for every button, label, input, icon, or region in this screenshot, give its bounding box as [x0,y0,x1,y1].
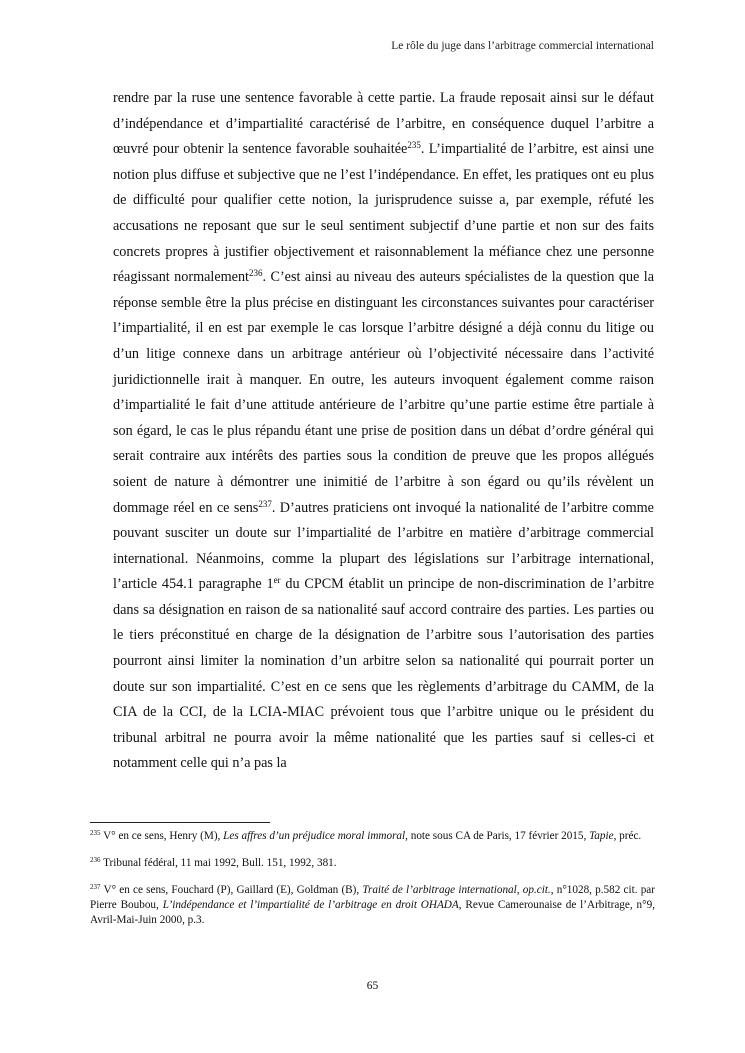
text-run: du CPCM établit un principe de non-discrimination de l’arbitre dans sa désignation en raison de sa nationalité sauf accord contraire des parties. Les parties ou le tiers préconstitué en charge de la désignation de l’arbitre sous l’autorisation des parties pourront ainsi limiter la nomination d’un arbitre selon sa nationalité qui pourrait porter un doute sur son impartialité. C’est en ce sens que les règlements d’arbitrage du CAMM, de la CIA de la CCI, de la LCIA-MIAC prévoient tous que l’arbitre unique ou le président du tribunal arbitral ne pourra avoir la même nationalité que les parties sauf si celles-ci et notamment celle qui n’a pas la [113,576,654,772]
footnote-235 [90,829,655,844]
footnote-text: , note sous CA de Paris, 17 février 2015, [405,830,590,842]
footnote-text: Tribunal fédéral, 11 mai 1992, Bull. 151, 1992, 381. [100,857,337,869]
footnote-number: 237 [90,883,101,892]
text-run: rendre par la ruse une sentence favorable à cette partie. La fraude reposait ainsi sur le défaut d’indépendance et d’impartialité caractérisé de l’arbitre, en conséquence duquel l’arbitre a œuvré pour obtenir la sentence favorable souhaitée [113,90,654,158]
footnote-number: 235 [90,829,101,838]
text-run: . C’est ainsi au niveau des auteurs spécialistes de la question que la réponse semble être la plus précise en distinguant les circonstances suivantes pour caractériser l’impartialité, il en est par exemple le cas lorsque l’arbitre désigné a déjà connu du litige ou d’un litige connexe dans un arbitrage antérieur où l’objectivité nécessaire dans l’activité juridictionnelle irait à manquer. En outre, les auteurs invoquent également comme raison d’impartialité le fait d’une attitude antérieure de l’arbitre qu’une partie estime être partiale à son égard, le cas le plus répandu étant une prise de position dans un débat d’ordre général qui serait contraire aux intérêts des parties sous la condition de preuve que les propos allégués soient de nature à démontrer une inimitié de l’arbitre à son égard ou qu’ils révèlent un dommage réel en ce sens [113,269,654,516]
footnote-ref-236[interactable]: 236 [249,268,263,279]
footnotes [90,829,655,940]
footnote-text: V° en ce sens, Henry (M), [100,830,224,842]
footnote-title: Traité de l’arbitrage international [362,884,517,896]
paragraph-text [113,86,654,777]
footnote-title: L’indépendance et l’impartialité de l’arbitrage en droit OHADA [162,899,459,911]
footnote-ref-237[interactable]: 237 [258,498,272,509]
ordinal-superscript: er [273,575,281,586]
footnote-number: 236 [90,856,101,865]
body-paragraph [113,86,654,777]
footnote-title: Les affres d’un préjudice moral immoral [223,830,406,842]
text-run: . L’impartialité de l’arbitre, est ainsi une notion plus diffuse et subjective que ne l’est l’indépendance. En effet, les pratiques ont eu plus de difficulté pour qualifier cette notion, la jurisprudence suisse a, par exemple, réfuté les accusations ne reposant que sur le seul sentiment subjectif d’une partie et non sur des faits concrets propres à justifier objectivement et raisonnablement la méfiance chez une personne réagissant normalement [113,141,654,286]
page-number: 65 [366,980,379,992]
footnote-abbrev: op.cit. [522,884,551,896]
footnote-ref-235[interactable]: 235 [407,140,421,151]
footnote-text: , n°1028, p.582 cit. par Pierre Boubou, [90,884,655,911]
text-run: . D’autres praticiens ont invoqué la nationalité de l’arbitre comme pouvant susciter un doute sur l’impartialité de l’arbitre en matière d’arbitrage commercial international. Néanmoins, comme la plupart des législations sur l’arbitrage international, l’article 454.1 paragraphe 1 [113,499,654,593]
footnote-text: , préc. [613,830,642,842]
footnote-case-name: Tapie [589,830,614,842]
footnote-text: , [516,884,523,896]
footnote-text: V° en ce sens, Fouchard (P), Gaillard (E), Goldman (B), [100,884,363,896]
running-header: Le rôle du juge dans l’arbitrage commercial international [391,40,654,52]
footnote-text: , Revue Camerounaise de l’Arbitrage, n°9, Avril-Mai-Juin 2000, p.3. [90,899,655,926]
footnote-236 [90,856,655,871]
footnote-separator [90,822,270,823]
footnote-237 [90,883,655,928]
